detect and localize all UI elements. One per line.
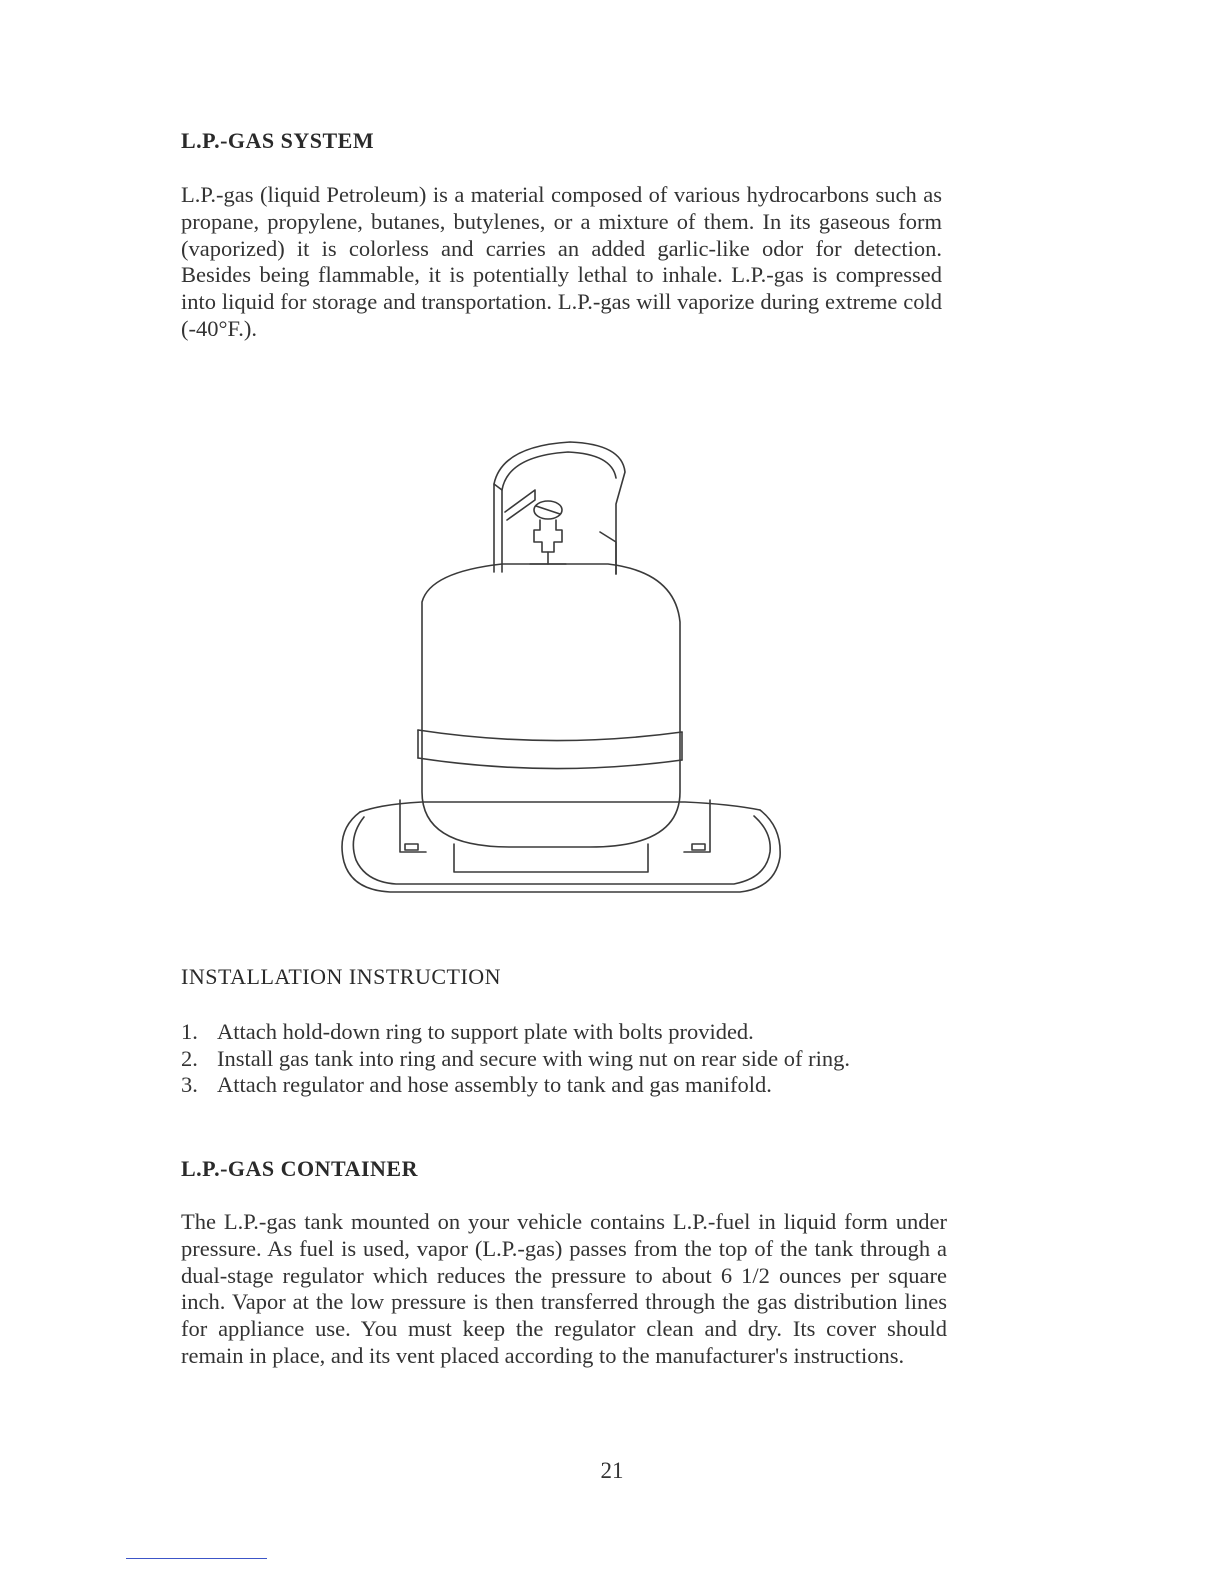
propane-tank-icon <box>330 432 790 902</box>
step-number: 3. <box>181 1072 198 1097</box>
bottom-rule-divider <box>126 1558 267 1559</box>
lp-gas-system-paragraph: L.P.-gas (liquid Petroleum) is a material composed of various hydrocarbons such as propane, propylene, butanes, butylenes, or a mixture of them. In its gaseous form (vaporized) it is colorless and carries an added garlic-like odor for detection. Besides being flammable, it is potentially lethal to inhale. L.P.-gas is compressed into liquid for storage and transportation. L.P.-gas will vaporize during extreme cold (-40°F.). <box>181 182 942 341</box>
step-text: Install gas tank into ring and secure with wing nut on rear side of ring. <box>217 1045 850 1071</box>
section-heading-lp-gas-container: L.P.-GAS CONTAINER <box>181 1156 418 1181</box>
section-heading-lp-gas-system: L.P.-GAS SYSTEM <box>181 128 375 153</box>
step-text: Attach regulator and hose assembly to tank and gas manifold. <box>217 1072 772 1097</box>
list-item <box>181 1019 951 1046</box>
section-heading-installation-instruction: INSTALLATION INSTRUCTION <box>181 964 502 989</box>
page-number: 21 <box>600 1458 624 1483</box>
step-number: 1. <box>181 1019 198 1044</box>
list-item <box>181 1046 951 1073</box>
lp-gas-container-paragraph: The L.P.-gas tank mounted on your vehicle contains L.P.-fuel in liquid form under pressure. As fuel is used, vapor (L.P.-gas) passes from the top of the tank through a dual-stage regulator which reduces the pressure to about 6 1/2 ounces per square inch. Vapor at the low pressure is then transferred through the gas distribution lines for appliance use. You must keep the regulator clean and dry. Its cover should remain in place, and its vent placed according to the manufacturer's instructions. <box>181 1209 947 1368</box>
list-item <box>181 1072 951 1099</box>
installation-steps-list <box>181 1019 951 1099</box>
step-text: Attach hold-down ring to support plate with bolts provided. <box>217 1019 754 1044</box>
step-number: 2. <box>181 1045 198 1071</box>
